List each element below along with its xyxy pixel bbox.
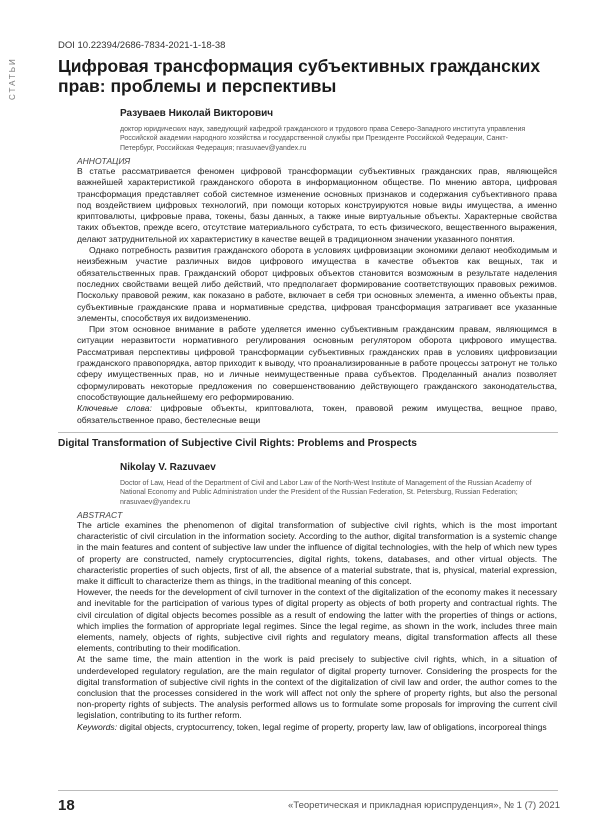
keywords-en xyxy=(77,722,557,733)
footer-divider xyxy=(58,790,558,791)
abstract-paragraph: At the same time, the main attention in the work is paid precisely to subjective civil rights, which, in a situation of underdeveloped regulatory regulation, are the main regulator of digital property turnover. Considering the prospects for the digital transformation of subjective civil rights in the context of the digitalization of civil law and order, the author comes to the conclusion that the processes considered in the work will affect not only the sphere of property rights, but also the personal non-property rights of subjects. The analysis performed allows us to formulate some proposals for improving the current civil legislation, contributing to its further reform. xyxy=(77,654,557,721)
abstract-paragraph: The article examines the phenomenon of digital transformation of subjective civil rights, which is the most important characteristic of civil circulation in the information society. According to the author, digital transformation is a systemic change in the main features and content of subjective law under the influence of digital technologies, with the help of which new types of property are constructed, namely cryptocurrencies, digital rights, tokens, databases, and other virtual objects. The characteristic properties of such objects, first of all, the absence of a material substrate, that is, physical, material expression, make it difficult to characterize them as things, in the traditional meaning of this concept. xyxy=(77,520,557,587)
keywords-label-en: Keywords: xyxy=(77,721,118,732)
keywords-ru xyxy=(77,403,557,426)
abstract-heading-en: ABSTRACT xyxy=(77,510,123,520)
abstract-paragraph: В статье рассматривается феномен цифровой трансформации субъективных гражданских прав, являющейся важнейшей характеристикой гражданского оборота в информационном обществе. По мнению автора, цифровая трансформация представляет собой системное изменение основных признаков и содержания субъективного права под воздействием цифровых технологий, при помощи которых конструируются новые виды имущества, а именно криптовалюты, цифровые права, токены, базы данных, а также иные виртуальные объекты. Характерные свойства таких объектов, прежде всего, отсутствие материального субстрата, то есть физического, вещественного выражения, делают затруднительной их характеристику в качестве вещей в традиционном значении указанного понятия. xyxy=(77,166,557,244)
article-title-ru: Цифровая трансформация субъективных гражданских прав: проблемы и перспективы xyxy=(58,56,541,96)
author-block-ru xyxy=(120,108,540,153)
page-number: 18 xyxy=(58,797,75,814)
abstract-heading-ru: АННОТАЦИЯ xyxy=(77,156,131,166)
section-divider xyxy=(58,432,558,433)
author-name-en: Nikolay V. Razuvaev xyxy=(120,462,216,473)
keywords-text-en: digital objects, cryptocurrency, token, legal regime of property, property law, law of obligations, incorporeal things xyxy=(119,721,547,732)
author-affiliation-ru: доктор юридических наук, заведующий кафедрой гражданского и трудового права Северо-Западного института управления Российской академии народного хозяйства и государственной службы при Президенте Российской Федерации, Санкт-Петербург, Российская Федерация; nrasuvaev@yandex.ru xyxy=(120,126,526,152)
section-label: СТАТЬИ xyxy=(8,57,17,100)
abstract-paragraph: However, the needs for the development of civil turnover in the context of the digitalization of the economy makes it necessary and inevitable for the participation of various types of digital property as objects of both property and contractual rights. The civil circulation of digital objects becomes possible as a result of endowing the latter with the properties of things or actions, which implies the formation of appropriate legal regimes. Since the legal regime, as shown in the work, includes three main elements, namely, objects of rights, subjective civil rights and regulatory means, digital transformation affects all these elements, contributing to their modification. xyxy=(77,587,557,654)
abstract-paragraph: Однако потребность развития гражданского оборота в условиях цифровизации экономики делают необходимым и неизбежным участие различных видов цифрового имущества в качестве объектов как вещных, так и обязательственных прав. Гражданский оборот цифровых объектов становится возможным в результате наделения последних свойствами вещей либо действий, что предполагает формирование соответствующих правовых режимов. Поскольку правовой режим, как показано в работе, включает в себя три основных элемента, а именно объекты прав, субъективные гражданские права и нормативные средства, цифровая трансформация затрагивает все указанные элементы, способствуя их видоизменению. xyxy=(77,245,557,323)
journal-name: «Теоретическая и прикладная юриспруденция», № 1 (7) 2021 xyxy=(288,800,560,811)
keywords-label-ru: Ключевые слова: xyxy=(77,403,152,414)
abstract-body-en xyxy=(77,520,557,733)
keywords-text-ru: цифровые объекты, криптовалюта, токен, правовой режим имущества, вещное право, обязательственное право, бестелесные вещи xyxy=(77,403,557,425)
author-name-ru: Разуваев Николай Викторович xyxy=(120,108,274,119)
abstract-paragraph: При этом основное внимание в работе уделяется именно субъективным гражданским правам, являющимся в ситуации неразвитости нормативного регулирования основным регулятором оборота цифрового имущества. Рассматривая перспективы цифровой трансформации субъективных гражданских прав в условиях цифровизации гражданского правопорядка, автор приходит к выводу, что проанализированные в работе процессы затронут не только сферу имущественных прав, но и личные неимущественные права субъектов. Проделанный анализ позволяет сформулировать некоторые предложения по совершенствованию действующего гражданского законодательства, способствующие дальнейшему его реформированию. xyxy=(77,324,557,402)
author-affiliation-en: Doctor of Law, Head of the Department of Civil and Labor Law of the North-West Institute of Management of the Russian Academy of National Economy and Public Administration under the President of the Russian Federation, St. Petersburg, Russian Federation; nrasuvaev@yandex.ru xyxy=(120,480,532,506)
article-title-en: Digital Transformation of Subjective Civil Rights: Problems and Prospects xyxy=(58,438,417,449)
abstract-body-ru xyxy=(77,166,557,426)
doi: DOI 10.22394/2686-7834-2021-1-18-38 xyxy=(58,40,226,51)
author-block-en xyxy=(120,462,540,507)
